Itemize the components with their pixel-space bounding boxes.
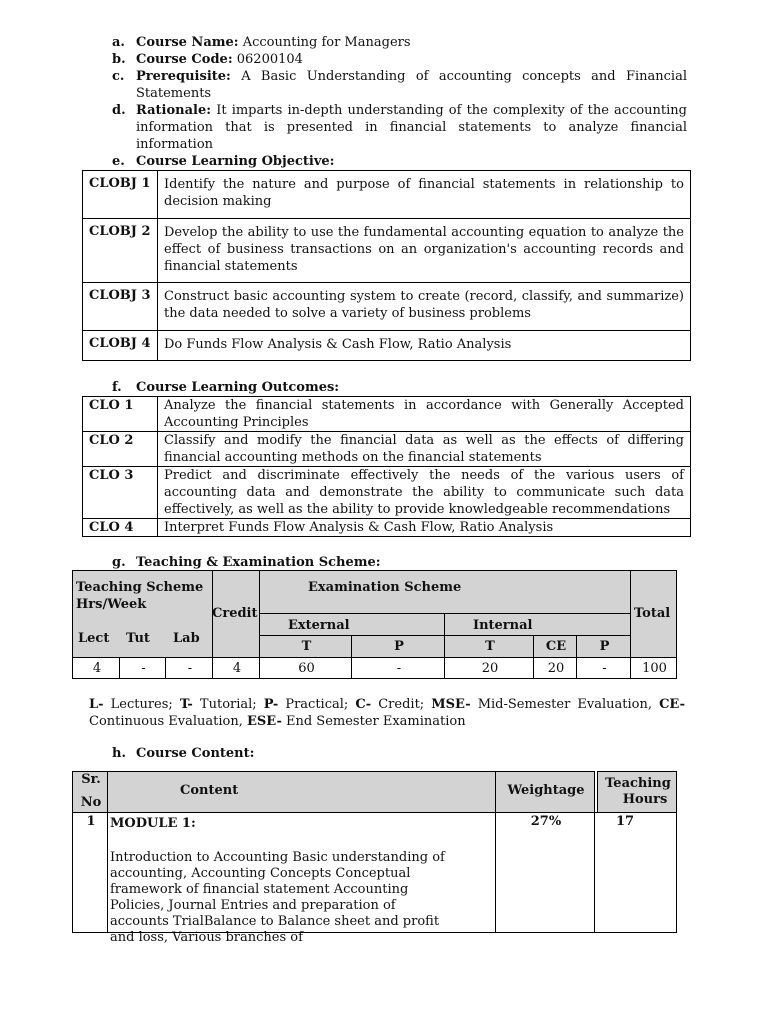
objective-text: Do Funds Flow Analysis & Cash Flow, Ratio Analysis [158,331,691,361]
prerequisite-label: Prerequisite: [136,69,231,84]
internal-p-header: P [576,635,631,658]
outcome-code: CLO 4 [83,519,158,537]
external-header: External [259,613,445,636]
hours-cell: 17 [594,812,677,933]
table-row [83,219,691,283]
total-header: Total [630,570,677,658]
outcome-text: Interpret Funds Flow Analysis & Cash Flow, Ratio Analysis [158,519,691,537]
credit-header: Credit [212,570,260,658]
section-e-title: Course Learning Objective: [136,154,335,169]
objective-code: CLOBJ 2 [83,219,158,283]
tut-value: - [119,657,166,679]
item-marker: d. [112,103,126,118]
lab-header: Lab [173,631,200,646]
table-row [83,331,691,361]
weightage-cell: 27% [495,812,595,933]
outcomes-table [82,396,691,537]
section-f-title: Course Learning Outcomes: [136,380,340,395]
external-p-header: P [351,635,445,658]
objective-text: Develop the ability to use the fundamental accounting equation to analyze the effect of business transactions on an organization's accounting records and financial statements [158,219,691,283]
rationale-label: Rationale: [136,103,212,118]
objective-code: CLOBJ 1 [83,171,158,219]
objective-code: CLOBJ 4 [83,331,158,361]
course-name-label: Course Name: [136,35,239,50]
module-body: Introduction to Accounting Basic understanding of accounting, Accounting Concepts Conceptual framework of financial statement Accounting Policies, Journal Entries and preparation of accounts TrialBalance to Balance sheet and profit and loss, Various branches of [110,850,445,945]
external-p-value: - [351,657,445,679]
table-row [83,171,691,219]
outcome-text: Classify and modify the financial data as well as the effects of differing financial accounting methods on the financial statements [158,432,691,467]
course-name-value: Accounting for Managers [242,35,411,50]
item-marker: h. [112,746,126,761]
prerequisite-value: A Basic Understanding of accounting concepts and Financial Statements [136,69,687,101]
section-h-title: Course Content: [136,746,255,761]
table-row [83,397,691,432]
item-marker: c. [112,69,125,84]
outcome-code: CLO 3 [83,467,158,519]
outcome-code: CLO 2 [83,432,158,467]
item-marker: a. [112,35,125,50]
internal-t-value: 20 [444,657,534,679]
internal-ce-header: CE [533,635,577,658]
internal-p-value: - [576,657,631,679]
lab-value: - [165,657,213,679]
outcome-text: Predict and discriminate effectively the needs of the various users of accounting data and demonstrate the ability to communicate such data effectively, as well as the ability to provide knowledgeable recommendations [158,467,691,519]
table-row [83,467,691,519]
course-code-label: Course Code: [136,52,233,67]
item-marker: g. [112,555,126,570]
lect-value: 4 [72,657,120,679]
table-row [83,283,691,331]
item-marker: e. [112,154,125,169]
content-table [72,771,677,945]
item-marker: b. [112,52,126,67]
credit-value: 4 [212,657,260,679]
table-row [83,432,691,467]
teaching-hours-header: Teaching Hours [597,771,677,813]
module-title: MODULE 1: [110,816,196,831]
rationale-value: It imparts in-depth understanding of the complexity of the accounting information that is presented in financial statements to analyze financial information [136,103,687,152]
weightage-header: Weightage [495,771,595,813]
lect-header: Lect [78,631,110,646]
objective-code: CLOBJ 3 [83,283,158,331]
internal-header: Internal [444,613,631,636]
content-header: Content [107,771,496,813]
module-cell [107,812,496,945]
sr-no-header: Sr. No [72,771,108,813]
total-value: 100 [630,657,677,679]
examination-scheme-header: Examination Scheme [259,570,631,614]
sr-cell: 1 [72,812,108,933]
scheme-table [72,570,677,679]
teaching-scheme-header: Teaching Scheme Hrs/Week Lect Tut Lab [72,570,213,658]
tut-header: Tut [126,631,150,646]
item-marker: f. [112,380,122,395]
objectives-table [82,170,691,361]
external-t-header: T [259,635,352,658]
section-g-title: Teaching & Examination Scheme: [136,555,381,570]
internal-t-header: T [444,635,534,658]
scheme-legend: L- Lectures; T- Tutorial; P- Practical; C- Credit; MSE- Mid-Semester Evaluation, CE- Continuous Evaluation, ESE- End Semester Examination [89,697,685,729]
external-t-value: 60 [259,657,352,679]
outcome-code: CLO 1 [83,397,158,432]
outcome-text: Analyze the financial statements in accordance with Generally Accepted Accounting Principles [158,397,691,432]
objective-text: Identify the nature and purpose of financial statements in relationship to decision making [158,171,691,219]
course-code-value: 06200104 [236,52,303,67]
internal-ce-value: 20 [533,657,577,679]
objective-text: Construct basic accounting system to create (record, classify, and summarize) the data needed to solve a variety of business problems [158,283,691,331]
table-row [83,519,691,537]
